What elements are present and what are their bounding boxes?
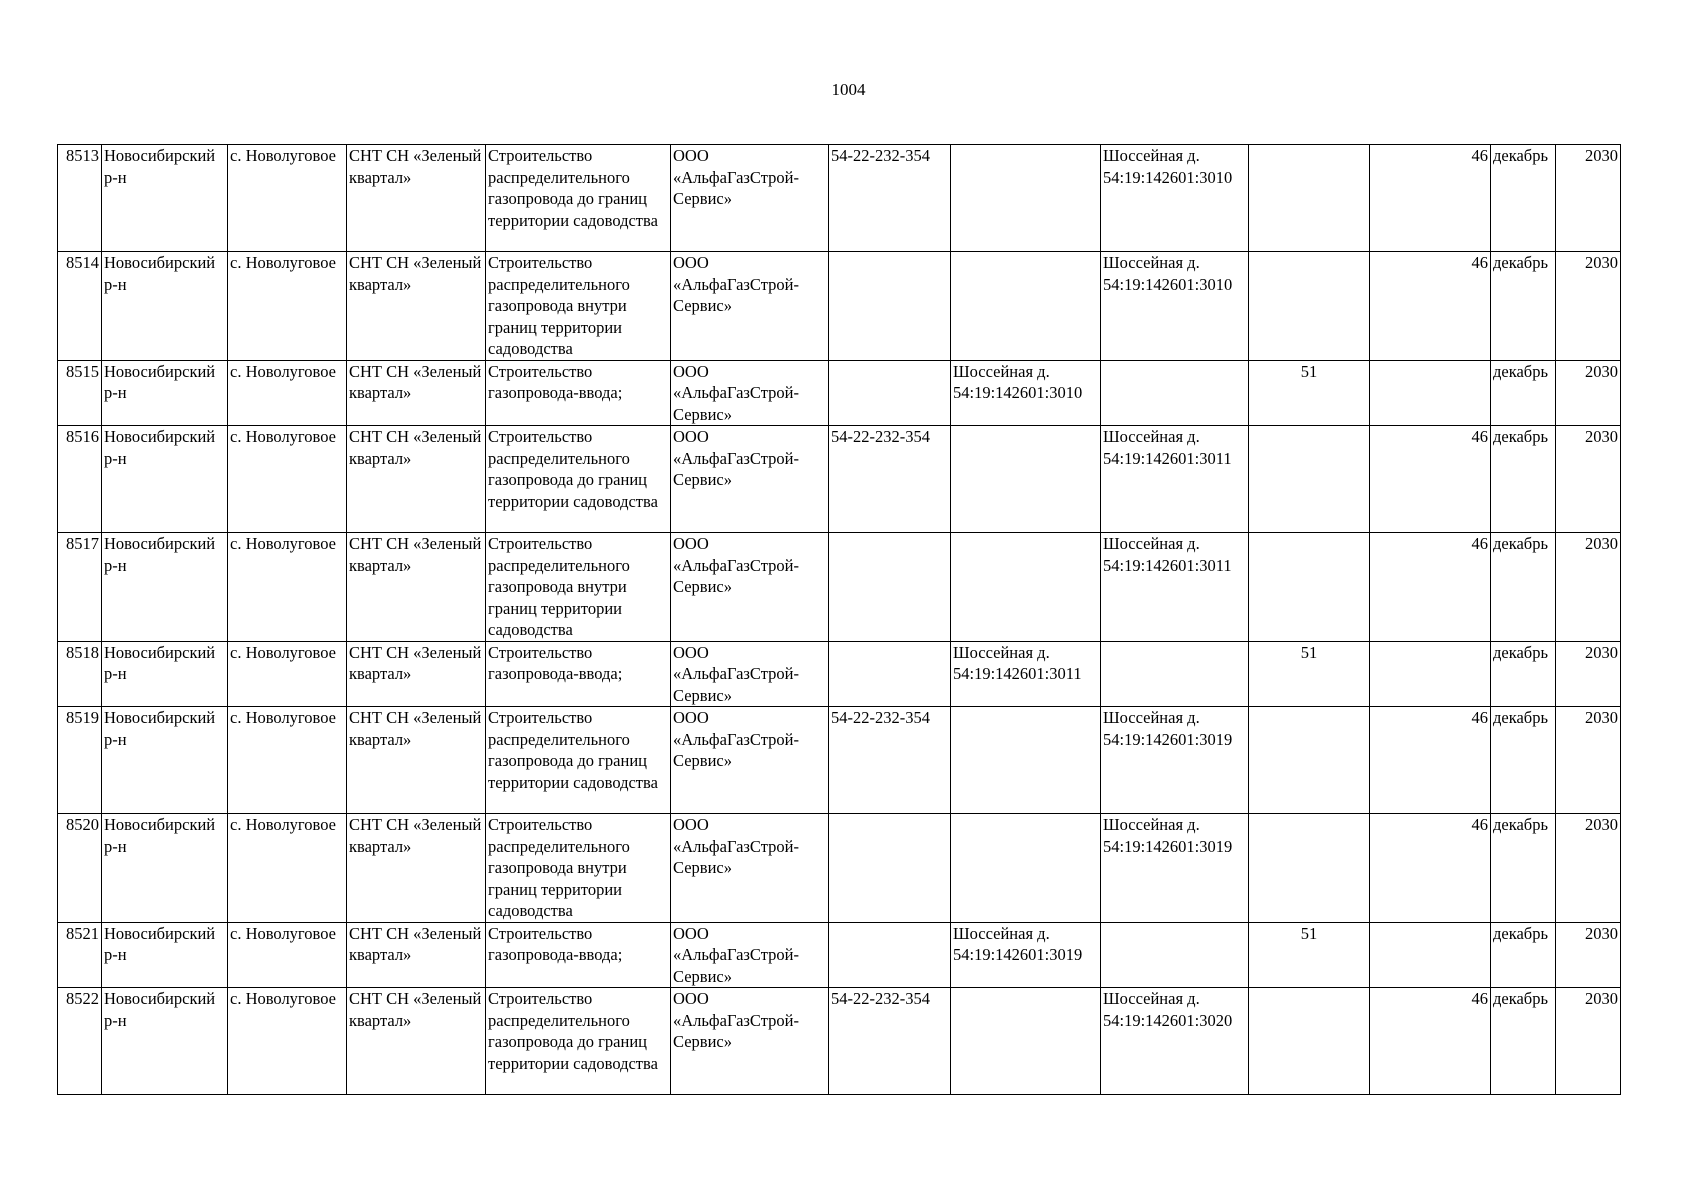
cell-qty-a: 51	[1249, 641, 1370, 707]
cell-code: 54-22-232-354	[829, 145, 951, 252]
cell-qty-a: 51	[1249, 360, 1370, 426]
cell-work: Строительство распределительного газопровода внутри границ территории садоводства	[486, 533, 671, 642]
cell-settlement: с. Новолуговое	[228, 814, 347, 923]
cell-num: 8520	[58, 814, 102, 923]
cell-address-b: Шоссейная д. 54:19:142601:3011	[1101, 533, 1249, 642]
cell-work: Строительство распределительного газопровода до границ территории садоводства	[486, 426, 671, 533]
cell-year: 2030	[1556, 641, 1621, 707]
table-row	[58, 922, 1621, 988]
cell-qty-b	[1370, 641, 1491, 707]
cell-address-a	[951, 707, 1101, 814]
cell-work: Строительство распределительного газопровода внутри границ территории садоводства	[486, 252, 671, 361]
cell-year: 2030	[1556, 145, 1621, 252]
table-row	[58, 252, 1621, 361]
cell-contractor: ООО «АльфаГазСтрой-Сервис»	[671, 922, 829, 988]
cell-address-b: Шоссейная д. 54:19:142601:3010	[1101, 145, 1249, 252]
cell-month: декабрь	[1491, 533, 1556, 642]
cell-num: 8513	[58, 145, 102, 252]
cell-qty-a	[1249, 533, 1370, 642]
cell-num: 8517	[58, 533, 102, 642]
cell-address-a: Шоссейная д. 54:19:142601:3010	[951, 360, 1101, 426]
cell-year: 2030	[1556, 252, 1621, 361]
cell-qty-b: 46	[1370, 814, 1491, 923]
table-row	[58, 426, 1621, 533]
cell-address-b: Шоссейная д. 54:19:142601:3020	[1101, 988, 1249, 1095]
cell-settlement: с. Новолуговое	[228, 988, 347, 1095]
cell-code	[829, 360, 951, 426]
cell-qty-b: 46	[1370, 988, 1491, 1095]
cell-num: 8515	[58, 360, 102, 426]
cell-address-a: Шоссейная д. 54:19:142601:3011	[951, 641, 1101, 707]
cell-month: декабрь	[1491, 922, 1556, 988]
cell-year: 2030	[1556, 707, 1621, 814]
cell-work: Строительство распределительного газопровода внутри границ территории садоводства	[486, 814, 671, 923]
cell-qty-b: 46	[1370, 426, 1491, 533]
cell-settlement: с. Новолуговое	[228, 360, 347, 426]
cell-num: 8519	[58, 707, 102, 814]
cell-qty-a	[1249, 988, 1370, 1095]
page-number: 1004	[831, 80, 866, 99]
cell-address-b	[1101, 641, 1249, 707]
cell-customer: СНТ СН «Зеленый квартал»	[347, 426, 486, 533]
cell-code	[829, 533, 951, 642]
cell-qty-a: 51	[1249, 922, 1370, 988]
cell-address-b	[1101, 360, 1249, 426]
cell-code	[829, 814, 951, 923]
cell-settlement: с. Новолуговое	[228, 145, 347, 252]
cell-customer: СНТ СН «Зеленый квартал»	[347, 360, 486, 426]
cell-month: декабрь	[1491, 145, 1556, 252]
cell-contractor: ООО «АльфаГазСтрой-Сервис»	[671, 426, 829, 533]
cell-address-a	[951, 988, 1101, 1095]
cell-customer: СНТ СН «Зеленый квартал»	[347, 707, 486, 814]
cell-code: 54-22-232-354	[829, 707, 951, 814]
cell-qty-a	[1249, 252, 1370, 361]
cell-customer: СНТ СН «Зеленый квартал»	[347, 145, 486, 252]
cell-code: 54-22-232-354	[829, 988, 951, 1095]
table-row	[58, 641, 1621, 707]
cell-month: декабрь	[1491, 988, 1556, 1095]
cell-code	[829, 922, 951, 988]
cell-address-b: Шоссейная д. 54:19:142601:3011	[1101, 426, 1249, 533]
cell-contractor: ООО «АльфаГазСтрой-Сервис»	[671, 988, 829, 1095]
table-body	[58, 145, 1621, 1095]
cell-year: 2030	[1556, 360, 1621, 426]
cell-customer: СНТ СН «Зеленый квартал»	[347, 814, 486, 923]
cell-qty-b: 46	[1370, 533, 1491, 642]
cell-year: 2030	[1556, 814, 1621, 923]
cell-month: декабрь	[1491, 360, 1556, 426]
cell-work: Строительство газопровода-ввода;	[486, 922, 671, 988]
cell-district: Новосибирский р-н	[102, 988, 228, 1095]
cell-qty-a	[1249, 814, 1370, 923]
cell-customer: СНТ СН «Зеленый квартал»	[347, 252, 486, 361]
cell-num: 8522	[58, 988, 102, 1095]
cell-district: Новосибирский р-н	[102, 641, 228, 707]
cell-district: Новосибирский р-н	[102, 252, 228, 361]
cell-month: декабрь	[1491, 252, 1556, 361]
cell-address-a	[951, 252, 1101, 361]
cell-customer: СНТ СН «Зеленый квартал»	[347, 988, 486, 1095]
cell-month: декабрь	[1491, 707, 1556, 814]
cell-num: 8514	[58, 252, 102, 361]
cell-contractor: ООО «АльфаГазСтрой-Сервис»	[671, 641, 829, 707]
cell-qty-a	[1249, 426, 1370, 533]
table-row	[58, 988, 1621, 1095]
cell-contractor: ООО «АльфаГазСтрой-Сервис»	[671, 360, 829, 426]
cell-year: 2030	[1556, 533, 1621, 642]
cell-district: Новосибирский р-н	[102, 426, 228, 533]
cell-address-a	[951, 426, 1101, 533]
cell-customer: СНТ СН «Зеленый квартал»	[347, 533, 486, 642]
cell-district: Новосибирский р-н	[102, 922, 228, 988]
table-row	[58, 360, 1621, 426]
cell-settlement: с. Новолуговое	[228, 922, 347, 988]
cell-qty-b: 46	[1370, 145, 1491, 252]
cell-settlement: с. Новолуговое	[228, 707, 347, 814]
cell-contractor: ООО «АльфаГазСтрой-Сервис»	[671, 533, 829, 642]
cell-code: 54-22-232-354	[829, 426, 951, 533]
cell-settlement: с. Новолуговое	[228, 252, 347, 361]
cell-work: Строительство газопровода-ввода;	[486, 360, 671, 426]
cell-contractor: ООО «АльфаГазСтрой-Сервис»	[671, 814, 829, 923]
cell-district: Новосибирский р-н	[102, 145, 228, 252]
cell-address-a: Шоссейная д. 54:19:142601:3019	[951, 922, 1101, 988]
table-row	[58, 145, 1621, 252]
cell-qty-b	[1370, 922, 1491, 988]
cell-qty-a	[1249, 707, 1370, 814]
cell-address-a	[951, 814, 1101, 923]
cell-work: Строительство газопровода-ввода;	[486, 641, 671, 707]
cell-district: Новосибирский р-н	[102, 360, 228, 426]
cell-code	[829, 252, 951, 361]
cell-district: Новосибирский р-н	[102, 707, 228, 814]
cell-settlement: с. Новолуговое	[228, 426, 347, 533]
cell-customer: СНТ СН «Зеленый квартал»	[347, 922, 486, 988]
cell-address-b	[1101, 922, 1249, 988]
cell-contractor: ООО «АльфаГазСтрой-Сервис»	[671, 707, 829, 814]
cell-num: 8521	[58, 922, 102, 988]
cell-qty-b: 46	[1370, 707, 1491, 814]
cell-address-b: Шоссейная д. 54:19:142601:3010	[1101, 252, 1249, 361]
cell-address-b: Шоссейная д. 54:19:142601:3019	[1101, 707, 1249, 814]
table-row	[58, 814, 1621, 923]
cell-qty-a	[1249, 145, 1370, 252]
cell-address-a	[951, 533, 1101, 642]
cell-code	[829, 641, 951, 707]
cell-settlement: с. Новолуговое	[228, 533, 347, 642]
cell-qty-b	[1370, 360, 1491, 426]
cell-num: 8516	[58, 426, 102, 533]
cell-month: декабрь	[1491, 426, 1556, 533]
registry-table	[57, 144, 1621, 1095]
cell-qty-b: 46	[1370, 252, 1491, 361]
cell-contractor: ООО «АльфаГазСтрой-Сервис»	[671, 145, 829, 252]
cell-contractor: ООО «АльфаГазСтрой-Сервис»	[671, 252, 829, 361]
cell-num: 8518	[58, 641, 102, 707]
cell-year: 2030	[1556, 426, 1621, 533]
cell-customer: СНТ СН «Зеленый квартал»	[347, 641, 486, 707]
cell-work: Строительство распределительного газопровода до границ территории садоводства	[486, 988, 671, 1095]
cell-work: Строительство распределительного газопровода до границ территории садоводства	[486, 145, 671, 252]
cell-district: Новосибирский р-н	[102, 814, 228, 923]
cell-address-b: Шоссейная д. 54:19:142601:3019	[1101, 814, 1249, 923]
cell-address-a	[951, 145, 1101, 252]
cell-district: Новосибирский р-н	[102, 533, 228, 642]
cell-month: декабрь	[1491, 641, 1556, 707]
cell-work: Строительство распределительного газопровода до границ территории садоводства	[486, 707, 671, 814]
table-row	[58, 533, 1621, 642]
cell-year: 2030	[1556, 988, 1621, 1095]
cell-year: 2030	[1556, 922, 1621, 988]
table-row	[58, 707, 1621, 814]
cell-settlement: с. Новолуговое	[228, 641, 347, 707]
cell-month: декабрь	[1491, 814, 1556, 923]
